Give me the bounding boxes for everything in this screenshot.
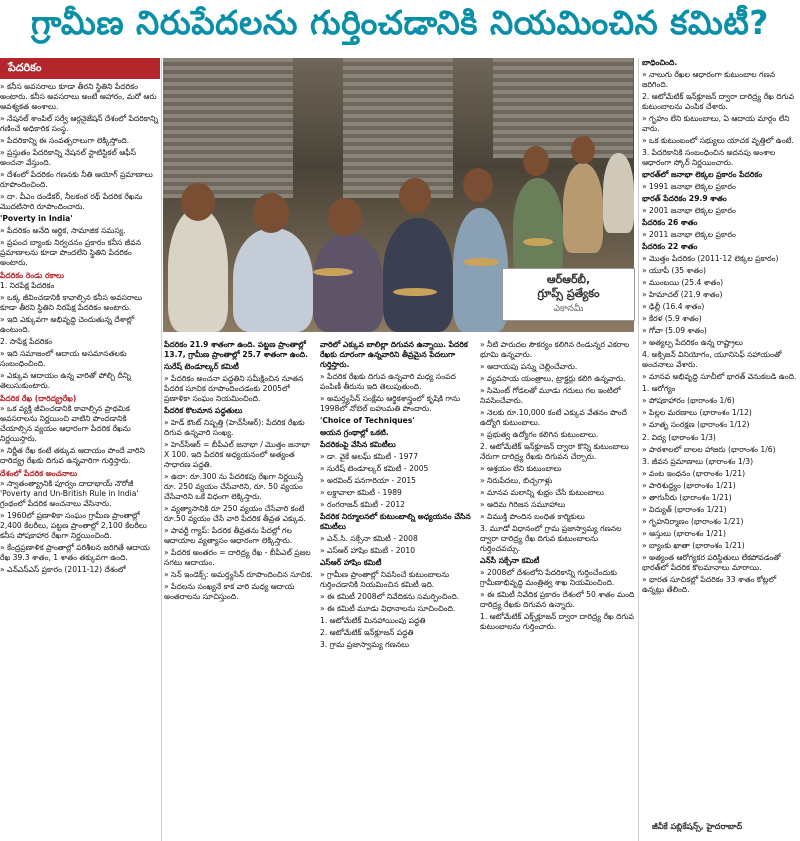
col3-item: 2. ఆటోమేటిక్ ఇన్‌క్లూజన్ పద్ధతి <box>320 628 414 638</box>
subhead-estimates: దేశంలో పేదరిక అంచనాలు <box>0 469 78 479</box>
column-5 <box>642 58 800 841</box>
col3-item: » ఎస్ఆర్ హాషిం కమిటీ - 2010 <box>320 546 416 556</box>
col3-item: » ఈ కమిటీ 2008లో నివేదికను సమర్పించింది. <box>320 592 460 602</box>
col3-item: 1. ఆటోమేటిక్ మినహాయింపు పద్ధతి <box>320 616 426 626</box>
sub3_items-item: » 1960లో ప్రణాళికా సంఘం గ్రామీణ ప్రాంతాల్లో 2,400 కేలరీలు, పట్టణ ప్రాంతాల్లో 2,100 కేలరీలు కనీస పోషకాహార రేఖగా నిర్ణయించింది. <box>0 511 147 541</box>
col2-item: » హెచ్‌సీఆర్ = బీపీఎల్ జనాభా / మొత్తం జనాభా X 100. ఇది పేదరిక అధ్యయనంలో అత్యంత సాధారణ పద్ధతి. <box>164 440 310 470</box>
col4-item: 1. ఆటోమేటిక్ ఎక్స్‌క్లూజన్ ద్వారా దారిద్ర్య రేఖ దిగువ కుటుంబాలను గుర్తించారు. <box>480 612 634 632</box>
col4-item: » విముక్తి పొందిన బంధిత కార్మికులు <box>480 512 585 522</box>
col5-item: భారత్ పేదరికం 29.9 శాతం <box>642 194 727 204</box>
col2-item: పేదరికం 21.9 శాతంగా ఉంది. పట్టణ ప్రాంతాల్లో 13.7, గ్రామీణ ప్రాంతాల్లో 25.7 శాతంగా ఉంది. <box>164 340 308 360</box>
col3-item: ఆయన గ్రంథాల్లో ఒకటి. <box>320 428 389 438</box>
column-2 <box>164 340 316 838</box>
col5-item: బాధించింది. <box>642 58 678 67</box>
col2-item: » హెడ్ కౌంట్ నిష్పత్తి (హెచ్‌సీఆర్): పేదరిక రేఖకు దిగువ ఉన్నవారి సంఖ్య. <box>164 418 305 438</box>
col4-item: 2. ఆటోమేటిక్ ఇన్‌క్లూజన్ ద్వారా కొన్ని కుటుంబాలు నేరుగా దారిద్ర్య రేఖకు దిగువన చేర్చారు. <box>480 442 629 462</box>
col4-item: » వ్యవసాయ యంత్రాలు, ట్రాక్టర్లు కలిగి ఉన్నవారు. <box>480 374 626 384</box>
col4-item: » సిమెంట్ గోడలతో మూడు గదులు గల ఇంటిలో నివసించేవారు. <box>480 386 621 406</box>
col3-item: » పేదరిక రేఖకు దిగువ ఉన్నవారి మధ్య సంపద పంపిణీ తీరును ఇది తెలుపుతుంది. <box>320 372 456 392</box>
col5-item: 3. పేదరికానికి సంబంధించిన అదనపు అంశాల ఆధారంగా స్కోర్ నిర్ణయించారు. <box>642 148 776 168</box>
col5-item: » వంట ఇంధనం (భారాంశం 1/21) <box>642 468 746 478</box>
col4-item: » ప్రభుత్వ ఉద్యోగం కలిగిన కుటుంబాలు. <box>480 430 599 440</box>
sidebar-item: » పేదరికం అనేది ఆర్థిక, సామాజిక సమస్య. <box>0 225 126 235</box>
sub1_items-item: 2. సాపేక్ష పేదరికం <box>0 336 53 346</box>
col5-item: 1. ఆరోగ్యం <box>642 384 676 394</box>
types-list <box>0 281 160 391</box>
col3-item: » డా. వైకే అలఘ్ కమిటీ - 1977 <box>320 452 419 462</box>
col3-item: » సురేష్ టెండూల్కర్ కమిటీ - 2005 <box>320 464 429 474</box>
col5-item: » ఆస్తులు (భారాంశం 1/21) <box>642 528 726 538</box>
sub3_items-item: » స్వాతంత్య్రానికి పూర్వం దాదాభాయ్ నౌరోజీ 'Poverty and Un-British Rule in India' గ్రంథంలో పేదరిక అంచనాలు వేసినారు. <box>0 479 139 509</box>
col5-item: పేదరికం 22 శాతం <box>642 242 698 252</box>
col2-item: » పావర్టీ గ్యాప్: పేదరిక తీవ్రతను పేదల్లో గల ఆదాయాల వ్యత్యాసం ఆధారంగా లెక్కిస్తారు. <box>164 526 293 546</box>
sidebar-intro <box>0 82 160 268</box>
sidebar-item: » పేదరికాన్ని ఈ సంవత్సరాలుగా లెక్కిస్తోంది. <box>0 135 130 145</box>
col3-item: » అమర్త్యసేన్ సంక్షేమ ఆర్థికశాస్త్రంలో కృషికి గాను 1998లో నోబెల్ బహుమతి పొందారు. <box>320 394 461 414</box>
col4-item: » ఈ కమిటీ నివేదిక ప్రకారం దేశంలో 50 శాతం మంది దారిద్ర్య రేఖకు దిగువన ఉన్నారు. <box>480 590 635 610</box>
sidebar-item: » దా. వీఎం దండేకర్, నీలకంఠ రథ్ పేదరిక రేఖను మొదటిసారి రూపొందించారు. <box>0 191 143 211</box>
photo-tag <box>502 268 635 321</box>
col5-item: » తాగునీరు (భారాంశం 1/21) <box>642 492 732 502</box>
sub1_items-item: » ఇది ఎక్కువగా అభివృద్ధి చెందుతున్న దేశాల్లో ఉంటుంది. <box>0 314 135 334</box>
col2-item: పేదరిక కొలమాన పద్ధతులు <box>164 406 243 416</box>
col5-item: » మొత్తం పేదరికం (2011-12 లెక్కల ప్రకారం) <box>642 254 779 264</box>
subhead-types: పేదరికం రెండు రకాలు <box>0 270 65 280</box>
column-3 <box>320 340 476 838</box>
photo-tag-line2: గ్రూప్స్ ప్రత్యేకం <box>537 286 600 300</box>
col5-item: 2. విద్య (భారాంశం 1/3) <box>642 432 716 442</box>
col3-item: » ఎన్.సి. సక్సేనా కమిటీ - 2008 <box>320 534 418 544</box>
col2-item: » పేదలను సంఖ్యనే కాక వారి మధ్య ఆదాయ అంతరాలను సూచిస్తుంది. <box>164 582 295 602</box>
col3-item: » రంగరాజన్ కమిటీ - 2012 <box>320 500 406 510</box>
col4-item: » నిరుపేదలు, బిచ్చగాళ్లు <box>480 476 553 486</box>
col5-item: » 2001 జనాభా లెక్కల ప్రకారం <box>642 206 736 216</box>
col5-item: పేదరికం 26 శాతం <box>642 218 698 228</box>
col5-item: » గృహం లేని కుటుంబాలు, ఏ ఆదాయ మార్గం లేని వారు. <box>642 114 790 134</box>
col5-item: » మాతృ సంరక్షణ (భారాంశం 1/12) <box>642 420 750 430</box>
col5-item: 3. జీవన ప్రమాణాలు (భారాంశం 1/3) <box>642 456 754 466</box>
col3-item: 3. గ్రామ ప్రజాస్వామ్య గణనలు <box>320 640 410 650</box>
col4-item: » మానవ మలాన్ని శుభ్రం చేసే కుటుంబాలు <box>480 488 604 498</box>
col5-item: » హిమాచల్ (21.9 శాతం) <box>642 290 723 300</box>
section-label: పేదరికం <box>0 58 160 79</box>
sub2_items-item: » ఒక వ్యక్తి జీవించడానికి కావాల్సిన ప్రాథమిక అవసరాలను నిర్ణయించి వాటిని పొందడానికి చేయాల్సిన వ్యయం ఆధారంగా పేదరిక రేఖను నిర్ణయిస్తారు. <box>0 403 131 444</box>
col5-item: » గృహనిర్మాణం (భారాంశం 1/21) <box>642 516 744 526</box>
page-headline: గ్రామీణ నిరుపేదలను గుర్తించడానికి నియమించిన కమిటీ? <box>31 2 769 42</box>
col4-item: » ఆదిమ గిరిజన సమూహాలు <box>480 500 566 510</box>
col5-item: » విద్యుత్ (భారాంశం 1/21) <box>642 504 727 514</box>
col3-item: » గ్రామీణ ప్రాంతాల్లో నివసించే కుటుంబాలను గుర్తించడానికి నియమించిన కమిటీ ఇది. <box>320 570 450 590</box>
col3-item: » ఈ కమిటీ మూడు విధానాలను సూచించింది. <box>320 604 456 614</box>
estimates-list <box>0 479 160 575</box>
col2-item: » వ్యత్యాసానికి రూ 250 వ్యయం చేసేవారి కంటే రూ.50 వ్యయం చేసే వారి పేదరిక తీవ్రత ఎక్కువ. <box>164 504 306 524</box>
poverty-line-list <box>0 404 160 466</box>
col5-item: భారత్‌లో జనాభా లెక్కల ప్రకారం పేదరికం <box>642 170 763 180</box>
sidebar-item: » ప్రస్తుతం పేదరికాన్ని నేషనల్ స్టాటిస్టికల్ ఆఫీస్ అంచనా వేస్తుంది. <box>0 147 136 167</box>
col4-item: » ఆదాయపు పన్ను చెల్లించేవారు. <box>480 362 578 372</box>
sub1_items-item: » ఒక్క జీవించడానికి కావాల్సిన కనీస అవసరాలు కూడా తీరని స్థితిని నిరపేక్ష పేదరికం అంటారు. <box>0 292 143 312</box>
sub2_items-item: » నిర్ణీత రేఖ కంటే తక్కువ ఆదాయం పొందే వారిని దారిద్య్ర రేఖకు దిగువ ఉన్నవారిగా గుర్తిస్తారు. <box>0 446 145 466</box>
sidebar-item: » కనీస అవసరాలు కూడా తీరని స్థితిని పేదరికం అంటారు. కనీస అవసరాలు అంటే ఆహారం, మరో ఆరు ఆవశ్యకత అంశాలు. <box>0 81 157 111</box>
col3-item: పేదరిక నిర్మూలనలో కుటుంబాల్ని అధ్యయనం చేసిన కమిటీలు <box>320 512 471 532</box>
sub3_items-item: » ఎన్ఎస్ఎస్ ప్రకారం (2011-12) దేశంలో <box>0 565 126 575</box>
col5-item: » ముంబయి (25.4 శాతం) <box>642 278 724 288</box>
sub1_items-item: 1. నిరపేక్ష పేదరికం <box>0 280 55 290</box>
col5-item: » భారత సూచికల్లో పేదరికం 33 శాతం కోట్లలో ఉన్నట్లు తేలింది. <box>642 574 777 594</box>
sidebar-item: 'Poverty in India' <box>0 213 73 223</box>
col5-item: » ఢిల్లీ (16.4 శాతం) <box>642 302 705 312</box>
sidebar-column <box>0 58 160 841</box>
col5-item: » మానవ అభివృద్ధి సూచీలో భారత్ వెనుకబడి ఉంది. <box>642 372 797 382</box>
sub1_items-item: » ఇది సమాజంలో ఆదాయ అసమానతలకు సంబంధించింది. <box>0 348 127 368</box>
sub1_items-item: » ఎక్కువ ఆదాయం ఉన్న వారితో పోల్చి దీన్ని తెలుసుకుంటారు. <box>0 370 131 390</box>
col2-item: » సెన్ ఇండెక్స్: అమర్త్యసేన్ రూపొందించిన సూచిక. <box>164 570 313 580</box>
photo-tag-line1: ఆర్ఆర్‌బీ, <box>546 273 591 286</box>
sidebar-item: » దేశంలో పేదరికం గణనకు నీతి ఆయోగ్ ప్రమాణాలు రూపొందించింది. <box>0 169 153 189</box>
col4-item: » నెలకు రూ.10,000 కంటే ఎక్కువ వేతనం పొందే ఉద్యోగి కుటుంబాలు. <box>480 408 627 428</box>
col4-item: » నీటి పారుదల సౌకర్యం కలిగిన రెండున్నర ఎకరాల భూమి ఉన్నవారు. <box>480 340 630 360</box>
col5-item: » యూపీ (35 శాతం) <box>642 266 706 276</box>
sub3_items-item: » కేంద్రప్రణాళిక ప్రాంతాల్లో పరిశీలన జరిగితే ఆదాయ రేఖ 39.3 శాతం, 1 శాతం తక్కువగా ఉంది. <box>0 543 150 563</box>
col3-item: 'Choice of Techniques' <box>320 416 415 426</box>
col2-item: » పేదరిక అంతరం = దారిద్ర్య రేఖ - బీపీఎల్ ప్రజల సగటు ఆదాయం. <box>164 548 311 568</box>
col5-item: » 1991 జనాభా లెక్కల ప్రకారం <box>642 182 736 192</box>
col4-item: 3. మూడో విధానంలో గ్రామ ప్రజాస్వామ్య గణనల ద్వారా దారిద్ర్య రేఖ దిగువ కుటుంబాలను గుర్తించవచ్చు. <box>480 524 622 554</box>
col3-item: వారిలో ఎక్కువ బాలిల్లా దిగువన ఉన్నాయి. పేదరిక రేఖకు దూరంగా ఉన్నవారిని తీవ్రమైన పేదలుగా గుర్తిస్తారు. <box>320 340 468 370</box>
col2-item: » ఉదా: రూ.300 ను పేదరికపు రేఖగా నిర్ణయిస్తే రూ. 250 వ్యయం చేసేవారిని, రూ. 50 వ్యయం చేసేవారిని ఒకే విధంగా లెక్కిస్తారు. <box>164 472 304 502</box>
col3-item: » అరవింద్ పనగారియా - 2015 <box>320 476 416 486</box>
col5-item: » పారిశుద్ధ్యం (భారాంశం 1/21) <box>642 480 736 490</box>
col5-item: » నాలుగు రేఖల ఆధారంగా కుటుంబాల గణన జరిగింది. <box>642 70 776 90</box>
col5-item: » పిల్లల మరణాలు (భారాంశం 1/12) <box>642 408 752 418</box>
col2-item: సురేష్ టెండూల్కర్ కమిటీ <box>164 362 239 372</box>
publication-credit: జీవీకే పబ్లికేషన్స్, హైదరాబాద్ <box>652 822 743 831</box>
col5-item: » ఒక కుటుంబంలో సభ్యులు యాచక వృత్తిలో ఉంటే. <box>642 136 794 146</box>
col4-item: ఎన్‌సీ సక్సేనా కమిటీ <box>480 556 540 566</box>
sidebar-item: » ప్రపంచ బ్యాంకు నిర్వచనం ప్రకారం కనీస జీవన ప్రమాణాలను కూడా పొందలేని స్థితిని పేదరికం అంటారు. <box>0 237 141 267</box>
col5-item: » అత్యంత ఆరోగ్యకర పరిస్థితులు లేకపోవడంతో భారత్‌లో పేదరిక కొలమానాలు మారాయి. <box>642 552 781 572</box>
col3-item: ఎస్ఆర్ హాషిం కమిటీ <box>320 558 382 568</box>
col2-item: » పేదరికం అంచనా పద్ధతిని సమీక్షించిన నూతన పేదరిక సూచిక రూపొందించడంకు 2005లో ప్రణాళికా సంఘం నియమించింది. <box>164 374 304 404</box>
photo-tag-line3: ఎకానమీ <box>553 303 584 314</box>
col5-item: » బ్యాంకు ఖాతా (భారాంశం 1/21) <box>642 540 745 550</box>
col5-item: » అత్యల్ప పేదరికం ఉన్న రాష్ట్రాలు <box>642 338 743 348</box>
col5-item: 2. ఆటోమేటిక్ ఇన్‌క్లూజన్ ద్వారా దారిద్ర్య రేఖ దిగువ కుటుంబాలను ఎంపిక చేశారు. <box>642 92 795 112</box>
col5-item: » గోవా (5.09 శాతం) <box>642 326 707 336</box>
col3-item: » లక్డావాలా కమిటీ - 1989 <box>320 488 402 498</box>
column-4 <box>480 340 638 838</box>
col4-item: » 2008లో దేశంలోని పేదరికాన్ని గుర్తించేందుకు గ్రామీణాభివృద్ధి మంత్రిత్వ శాఖ నియమించింది. <box>480 568 617 588</box>
col5-item: » 2011 జనాభా లెక్కల ప్రకారం <box>642 230 736 240</box>
col4-item: » ఆశ్రయం లేని కుటుంబాలు <box>480 464 562 474</box>
sidebar-item: » నేషనల్ శాంపిల్ సర్వే ఆర్గనైజేషన్ దేశంలో పేదరికాన్ని గణించే అధికారిక సంస్థ. <box>0 113 159 133</box>
subhead-poverty-line: పేదరిక రేఖ (దారిద్య్రరేఖ) <box>0 393 77 403</box>
col5-item: 4. అక్సిజన్ వినియోగం, యూనిసెఫ్ సహాయంతో అంచనాలు వేశారు. <box>642 350 782 370</box>
col3-item: పేదరికంపై వేసిన కమిటీలు <box>320 440 396 450</box>
col5-item: » పాఠశాలలో బాలల హాజరు (భారాంశం 1/6) <box>642 444 776 454</box>
col5-item: » పోషకాహారం (భారాంశం 1/6) <box>642 396 735 406</box>
col5-item: » కేరళ (5.9 శాతం) <box>642 314 702 324</box>
